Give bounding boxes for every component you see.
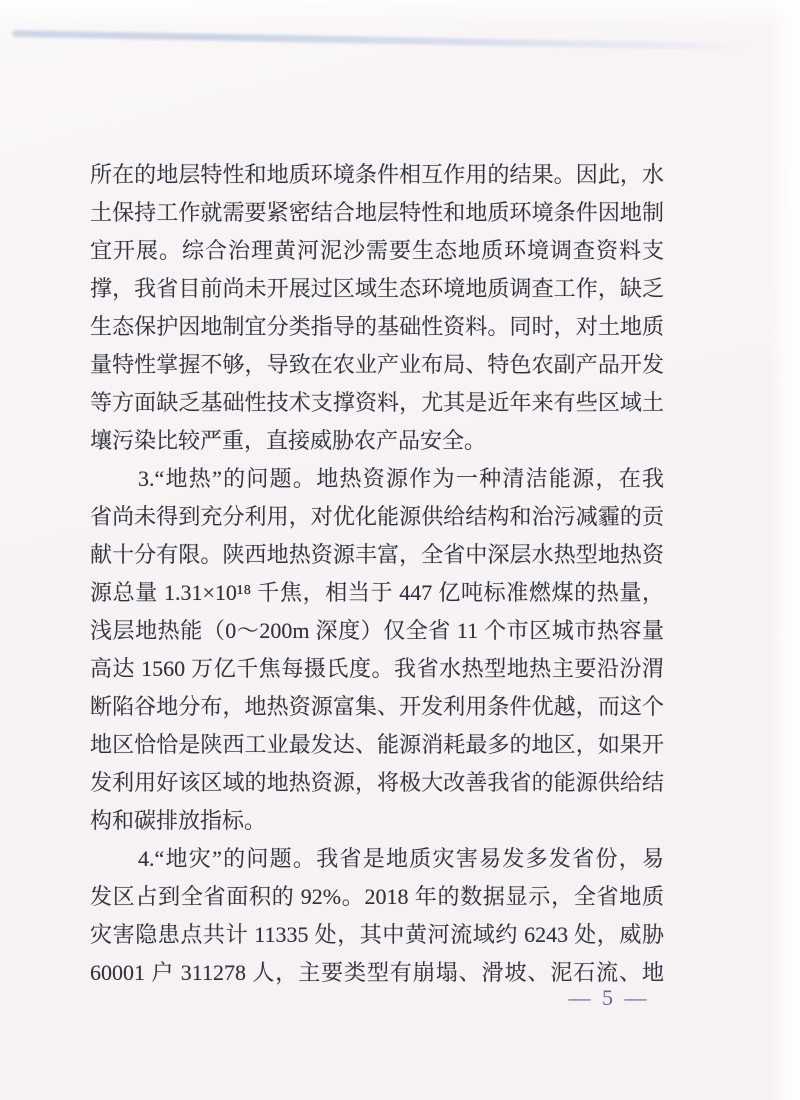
text-line: 所在的地层特性和地质环境条件相互作用的结果。因此，水	[90, 162, 664, 187]
text-line: 4.“地灾”的问题。我省是地质灾害易发多发省份，易	[138, 846, 664, 871]
text-line: 量特性掌握不够，导致在农业产业布局、特色农副产品开发	[90, 352, 664, 377]
text-line: 宜开展。综合治理黄河泥沙需要生态地质环境调查资料支	[90, 238, 664, 263]
text-line: 壤污染比较严重，直接威胁农产品安全。	[90, 428, 487, 453]
text-line: 发利用好该区域的地热资源，将极大改善我省的能源供给结	[90, 770, 664, 795]
text-line: 土保持工作就需要紧密结合地层特性和地质环境条件因地制	[90, 200, 664, 225]
text-line: 灾害隐患点共计 11335 处，其中黄河流域约 6243 处，威胁	[90, 922, 664, 947]
text-line: 省尚未得到充分利用，对优化能源供给结构和治污减霾的贡	[90, 504, 664, 529]
text-line: 献十分有限。陕西地热资源丰富，全省中深层水热型地热资	[90, 542, 664, 567]
text-line: 发区占到全省面积的 92%。2018 年的数据显示，全省地质	[90, 884, 664, 909]
scan-right-edge-highlight	[770, 0, 800, 1100]
text-line: 等方面缺乏基础性技术支撑资料，尤其是近年来有些区域土	[90, 390, 664, 415]
text-line: 浅层地热能（0～200m 深度）仅全省 11 个市区城市热容量	[90, 618, 664, 643]
page-number: — 5 —	[568, 985, 650, 1010]
text-line: 构和碳排放指标。	[90, 808, 267, 833]
text-line: 3.“地热”的问题。地热资源作为一种清洁能源，在我	[138, 466, 664, 491]
text-line: 生态保护因地制宜分类指导的基础性资料。同时，对土地质	[90, 314, 664, 339]
document-body	[90, 156, 664, 992]
scan-top-light-band	[0, 0, 800, 26]
paragraph-geothermal-issue	[90, 460, 664, 840]
paragraph-soil-conservation	[90, 156, 664, 460]
text-line: 撑，我省目前尚未开展过区域生态环境地质调查工作，缺乏	[90, 276, 664, 301]
text-line: 高达 1560 万亿千焦每摄氏度。我省水热型地热主要沿汾渭	[90, 656, 664, 681]
text-line: 60001 户 311278 人，主要类型有崩塌、滑坡、泥石流、地	[90, 960, 664, 985]
scan-artifact-streak	[12, 30, 754, 51]
text-line: 源总量 1.31×10¹⁸ 千焦，相当于 447 亿吨标准燃煤的热量，	[90, 580, 664, 605]
text-line: 断陷谷地分布，地热资源富集、开发利用条件优越，而这个	[90, 694, 664, 719]
paragraph-geohazard-issue	[90, 840, 664, 992]
text-line: 地区恰恰是陕西工业最发达、能源消耗最多的地区，如果开	[90, 732, 664, 757]
